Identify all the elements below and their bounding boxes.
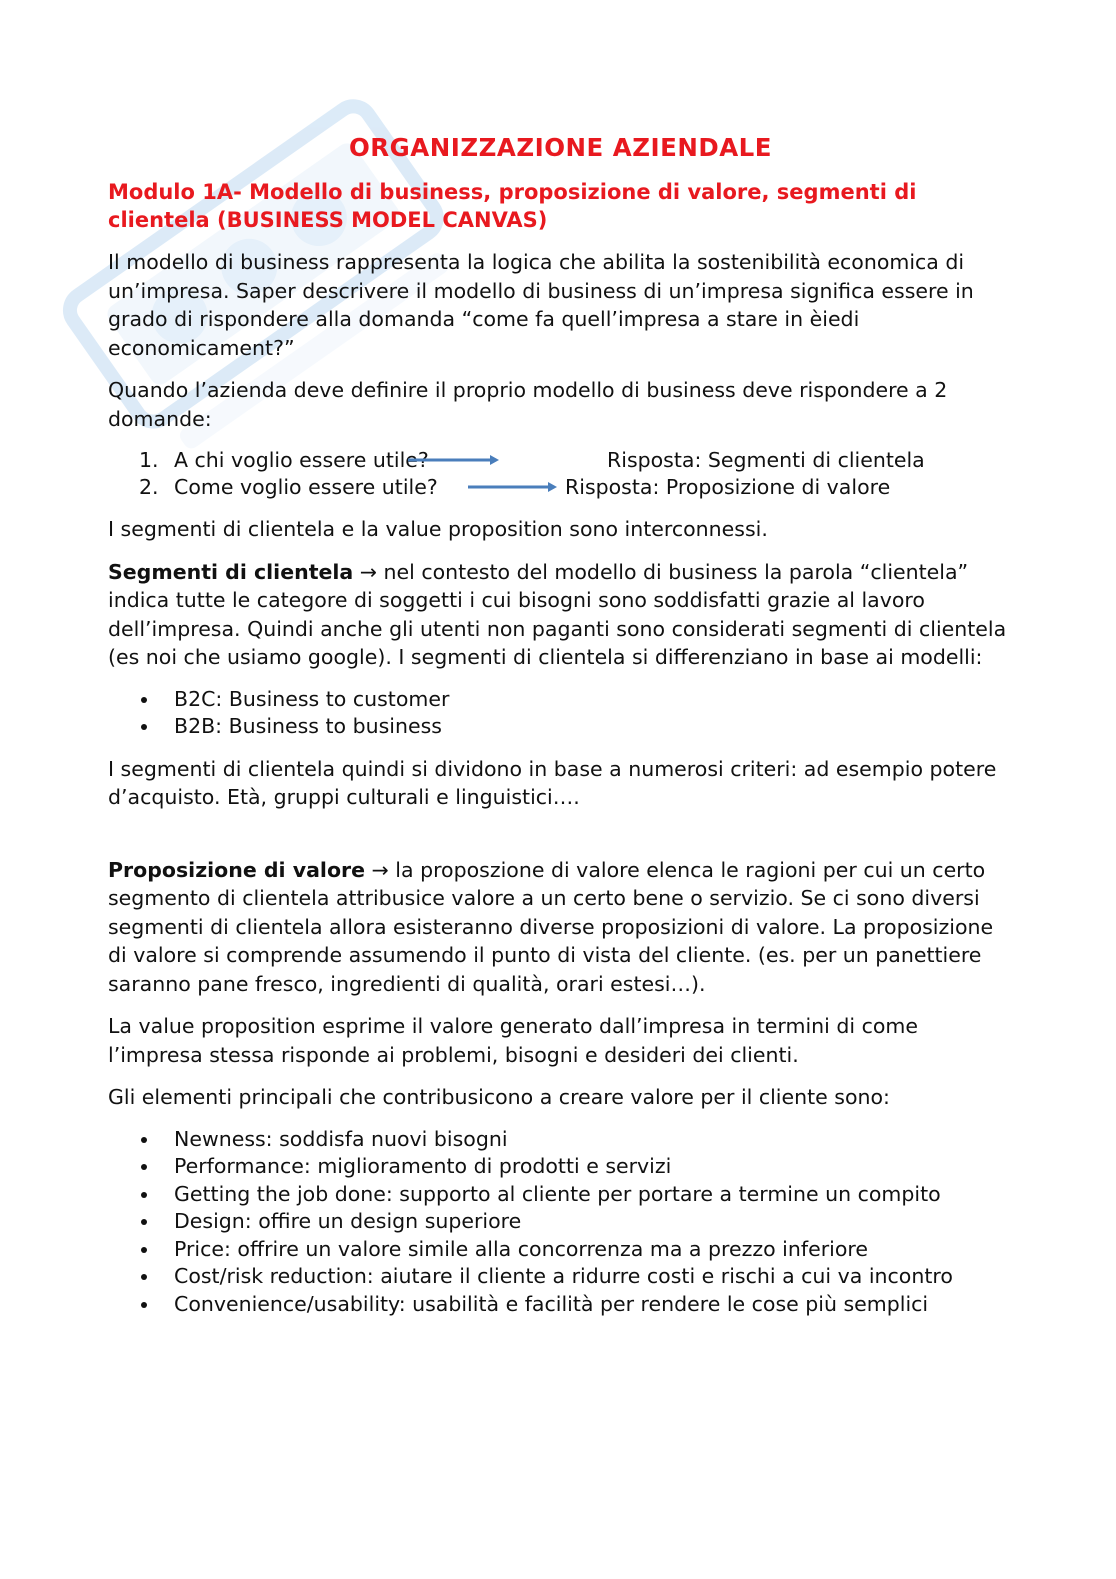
value-paragraph	[108, 856, 1013, 999]
questions-intro-paragraph: Quando l’azienda deve definire il proprio modello di business deve rispondere a 2 domande:	[108, 378, 948, 431]
list-item	[108, 1181, 1013, 1209]
question-answer: Risposta: Segmenti di clientela	[607, 448, 925, 472]
question-item	[108, 447, 1013, 474]
list-item	[108, 1291, 1013, 1319]
list-item-text: Performance: miglioramento di prodotti e servizi	[174, 1154, 672, 1178]
segments-heading: Segmenti di clientela	[108, 559, 354, 584]
value-heading: Proposizione di valore	[108, 857, 366, 882]
list-item	[108, 686, 1013, 714]
value-text: la proposzione di valore elenca le ragioni per cui un certo segmento di clientela attribusice valore a un certo bene o servizio. Se ci sono diversi segmenti di clientela allora esisteranno diverse proposizioni di valore. La proposizione di valore si comprende assumendo il punto di vista del cliente. (es. per un panettiere saranno pane fresco, ingredienti di qualità, orari estesi…).	[108, 857, 994, 996]
list-item-text: B2C: Business to customer	[174, 686, 450, 711]
list-item-text: Cost/risk reduction: aiutare il cliente a ridurre costi e rischi a cui va incontro	[174, 1264, 953, 1288]
criteria-paragraph: I segmenti di clientela quindi si dividono in base a numerosi criteri: ad esempio potere d’acquisto. Età, gruppi culturali e linguistici….	[108, 756, 997, 809]
list-item-text: Design: offire un design superiore	[174, 1209, 522, 1233]
question-number: 1.	[139, 448, 159, 472]
bullet-icon	[141, 1164, 147, 1170]
models-list	[108, 686, 1013, 741]
list-item	[108, 1126, 1013, 1154]
list-item-text: B2B: Business to business	[174, 714, 442, 738]
question-number: 2.	[139, 475, 159, 499]
interconnection-paragraph: I segmenti di clientela e la value proposition sono interconnessi.	[108, 517, 768, 541]
right-arrow-icon: →	[371, 857, 389, 882]
list-item-text: Newness: soddisfa nuovi bisogni	[174, 1126, 508, 1151]
bullet-icon	[141, 724, 147, 730]
bullet-icon	[141, 1192, 147, 1198]
question-item	[108, 474, 1013, 501]
bullet-icon	[141, 1219, 147, 1225]
list-item	[108, 1208, 1013, 1236]
document-title: ORGANIZZAZIONE AZIENDALE	[348, 133, 773, 162]
intro-paragraph: Il modello di business rappresenta la logica che abilita la sostenibilità economica di un’impresa. Saper descrivere il modello di business di un’impresa significa essere in grado di rispondere alla domanda “come fa quell’impresa a stare in èiedi economicament?”	[108, 250, 974, 360]
segments-text: nel contesto del modello di business la parola “clientela” indica tutte le categore di soggetti i cui bisogni sono soddisfatti grazie al lavoro dell’impresa. Quindi anche gli utenti non paganti sono considerati segmenti di clientela (es noi che usiamo google). I segmenti di clientela si differenziano in base ai modelli:	[108, 559, 1007, 669]
list-item-text: Getting the job done: supporto al cliente per portare a termine un compito	[174, 1181, 941, 1206]
question-answer: Risposta: Proposizione di valore	[565, 475, 891, 499]
question-text: A chi voglio essere utile?	[174, 448, 429, 472]
questions-list	[108, 447, 1013, 501]
list-item	[108, 1263, 1013, 1291]
elements-intro-paragraph: Gli elementi principali che contribusicono a creare valore per il cliente sono:	[108, 1085, 890, 1109]
list-item-text: Convenience/usability: usabilità e facilità per rendere le cose più semplici	[174, 1291, 929, 1316]
bullet-icon	[141, 1247, 147, 1253]
question-text: Come voglio essere utile?	[174, 475, 438, 499]
right-arrow-icon: →	[359, 559, 377, 584]
list-item	[108, 713, 1013, 741]
spacer	[108, 826, 1013, 856]
bullet-icon	[141, 697, 147, 703]
right-arrow-icon	[466, 481, 558, 493]
value-proposition-paragraph: La value proposition esprime il valore generato dall’impresa in termini di come l’impresa stessa risponde ai problemi, bisogni e desideri dei clienti.	[108, 1014, 918, 1067]
document-page	[108, 126, 1013, 1332]
list-item	[108, 1236, 1013, 1264]
list-item-text: Price: offrire un valore simile alla concorrenza ma a prezzo inferiore	[174, 1236, 868, 1261]
bullet-icon	[141, 1302, 147, 1308]
bullet-icon	[141, 1137, 147, 1143]
bullet-icon	[141, 1274, 147, 1280]
right-arrow-icon	[406, 454, 500, 466]
list-item	[108, 1153, 1013, 1181]
elements-list	[108, 1126, 1013, 1319]
module-title: Modulo 1A- Modello di business, proposizione di valore, segmenti di clientela (BUSINESS MODEL CANVAS)	[108, 180, 917, 232]
segments-paragraph	[108, 558, 1013, 672]
